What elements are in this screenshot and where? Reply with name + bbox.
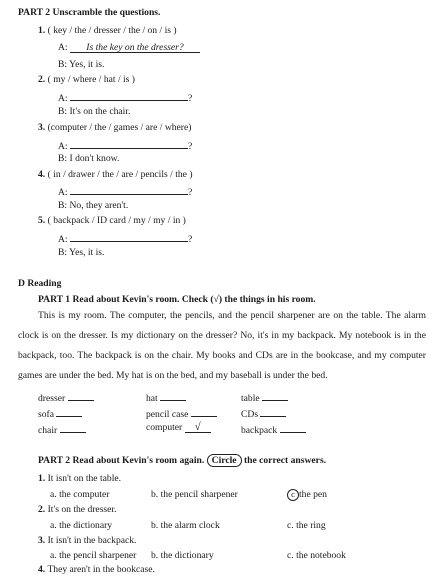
- option-text: the notebook: [296, 550, 346, 561]
- check-blank[interactable]: [56, 406, 82, 417]
- answer-line-5: [58, 231, 192, 246]
- question-mark: ?: [188, 234, 193, 245]
- item-number: 3.: [38, 122, 46, 133]
- speaker-b: B:: [58, 200, 68, 211]
- speaker-b: B:: [58, 106, 68, 117]
- option-2c[interactable]: [287, 520, 326, 532]
- question-text: They aren't in the bookcase.: [47, 564, 155, 575]
- response-line-2: [58, 106, 130, 118]
- unscramble-heading: PART 2 Unscramble the questions.: [18, 7, 161, 18]
- option-text: the pencil sharpener: [160, 489, 238, 500]
- check-blank[interactable]: [191, 406, 217, 417]
- unscramble-item-5: [38, 215, 186, 227]
- speaker-a: A:: [58, 93, 68, 104]
- item-number: 4.: [38, 169, 46, 180]
- option-3b[interactable]: [151, 550, 214, 562]
- answer-line-2: [58, 90, 192, 105]
- check-blank[interactable]: [60, 422, 86, 433]
- response-line-4: [58, 200, 128, 212]
- circled-letter: c: [287, 489, 299, 501]
- scrambled-words: ( in / drawer / the / are / pencils / the ): [47, 169, 193, 180]
- check-blank[interactable]: [280, 422, 306, 433]
- speaker-b: B:: [58, 59, 68, 70]
- unscramble-item-2: [38, 74, 135, 86]
- check-blank[interactable]: [262, 390, 288, 401]
- answer-blank-3[interactable]: [70, 138, 188, 149]
- option-text: the pencil sharpener: [59, 550, 137, 561]
- option-letter: a.: [50, 520, 57, 531]
- option-letter: a.: [50, 489, 57, 500]
- unscramble-item-4: [38, 169, 193, 181]
- check-item-computer: [146, 422, 211, 434]
- check-label: chair: [38, 425, 58, 436]
- check-label: computer: [146, 422, 183, 433]
- item-number: 5.: [38, 215, 46, 226]
- check-blank[interactable]: [260, 406, 286, 417]
- response-text: No, they aren't.: [69, 200, 129, 211]
- heading-text-post: the correct answers.: [243, 455, 327, 466]
- question-mark: ?: [188, 141, 193, 152]
- mc-question-3: [38, 535, 136, 547]
- scrambled-words: (computer / the / games / are / where): [47, 122, 192, 133]
- question-text: It's on the dresser.: [47, 504, 117, 515]
- answer-1-handwritten[interactable]: Is the key on the dresser?: [70, 42, 200, 53]
- item-number: 1.: [38, 25, 46, 36]
- question-number: 1.: [38, 473, 46, 484]
- option-letter: c.: [287, 550, 294, 561]
- option-text: the alarm clock: [160, 520, 220, 531]
- check-label: sofa: [38, 409, 54, 420]
- option-1c-circled[interactable]: [287, 489, 327, 501]
- check-label: hat: [146, 393, 158, 404]
- scrambled-words: ( key / the / dresser / the / on / is ): [47, 25, 177, 36]
- option-text: the ring: [296, 520, 326, 531]
- question-mark: ?: [188, 187, 193, 198]
- option-letter: b.: [151, 550, 159, 561]
- response-text: I don't know.: [69, 153, 120, 164]
- option-3a[interactable]: [50, 550, 136, 562]
- question-number: 4.: [38, 564, 46, 575]
- check-label: pencil case: [146, 409, 189, 420]
- option-2b[interactable]: [151, 520, 220, 532]
- question-number: 2.: [38, 504, 46, 515]
- heading-text-pre: PART 2 Read about Kevin's room again.: [38, 455, 205, 466]
- response-text: It's on the chair.: [69, 106, 131, 117]
- question-text: It isn't in the backpack.: [47, 535, 137, 546]
- option-letter: b.: [151, 520, 159, 531]
- option-2a[interactable]: [50, 520, 112, 532]
- answer-blank-4[interactable]: [70, 184, 188, 195]
- check-blank[interactable]: [160, 390, 186, 401]
- scrambled-words: ( backpack / ID card / my / my / in ): [47, 215, 186, 226]
- option-text: the pen: [299, 489, 327, 500]
- check-blank[interactable]: [68, 390, 94, 401]
- question-number: 3.: [38, 535, 46, 546]
- unscramble-item-1: [38, 25, 177, 37]
- response-line-1: [58, 59, 104, 71]
- answer-line-3: [58, 138, 192, 153]
- option-1a[interactable]: [50, 489, 109, 501]
- check-label: table: [241, 393, 260, 404]
- check-item-cds: [241, 406, 286, 421]
- reading-part2-heading: [38, 454, 326, 467]
- speaker-a: A:: [58, 42, 68, 53]
- response-line-5: [58, 247, 104, 259]
- option-text: the computer: [59, 489, 110, 500]
- option-1b[interactable]: [151, 489, 238, 501]
- response-text: Yes, it is.: [69, 247, 105, 258]
- check-label: backpack: [241, 425, 278, 436]
- option-letter: a.: [50, 550, 57, 561]
- speaker-b: B:: [58, 247, 68, 258]
- answer-blank-5[interactable]: [70, 231, 188, 242]
- option-letter: b.: [151, 489, 159, 500]
- check-label: CDs: [241, 409, 259, 420]
- mc-question-1: [38, 473, 121, 485]
- check-item-dresser: [38, 390, 94, 405]
- speaker-b: B:: [58, 153, 68, 164]
- speaker-a: A:: [58, 234, 68, 245]
- scrambled-words: ( my / where / hat / is ): [47, 74, 135, 85]
- item-number: 2.: [38, 74, 46, 85]
- check-blank-checked[interactable]: √: [185, 422, 211, 433]
- check-item-backpack: [241, 422, 306, 437]
- check-item-sofa: [38, 406, 82, 421]
- unscramble-item-3: [38, 122, 191, 134]
- response-line-3: [58, 153, 119, 165]
- answer-line-1: [58, 42, 200, 54]
- check-label: dresser: [38, 393, 66, 404]
- check-item-chair: [38, 422, 86, 437]
- kevin-room-paragraph: This is my room. The computer, the pencils, and the pencil sharpener are on the table. The alarm clock is on the dresser. Is my dictionary on the dresser? No, it's in my backpack. My notebook is in the backpack, too. The backpack is on the chair. My books and CDs are in the bookcase, and my computer games are under the bed. My hat is on the bed, and my baseball is under the bed.: [18, 310, 426, 381]
- check-item-table: [241, 390, 288, 405]
- question-text: It isn't on the table.: [47, 473, 122, 484]
- mc-question-2: [38, 504, 116, 516]
- speaker-a: A:: [58, 141, 68, 152]
- option-text: the dictionary: [160, 550, 214, 561]
- circle-word: Circle: [207, 454, 242, 467]
- check-item-hat: [146, 390, 186, 405]
- answer-line-4: [58, 184, 192, 199]
- option-text: the dictionary: [59, 520, 113, 531]
- reading-part1-heading: PART 1 Read about Kevin's room. Check (√) the things in his room.: [38, 294, 316, 305]
- response-text: Yes, it is.: [69, 59, 105, 70]
- speaker-a: A:: [58, 187, 68, 198]
- answer-blank-2[interactable]: [70, 90, 188, 101]
- question-mark: ?: [188, 93, 193, 104]
- reading-section-title: D Reading: [18, 278, 62, 289]
- option-3c[interactable]: [287, 550, 346, 562]
- option-letter: c.: [287, 520, 294, 531]
- check-item-pencil-case: [146, 406, 217, 421]
